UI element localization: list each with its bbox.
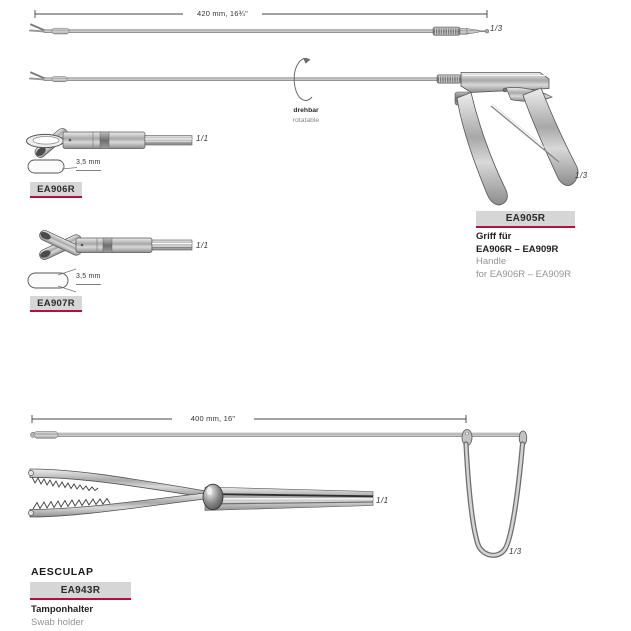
- swab-holder-jaw-drawing: [28, 469, 373, 517]
- shaft-tube: [58, 433, 524, 437]
- pivot-pin: [503, 88, 507, 92]
- jaw-tip-lower: [30, 79, 46, 80]
- shaft-collar: [52, 28, 69, 34]
- jaw-width-label-ea906r: 3,5 mm: [76, 159, 101, 166]
- shaft-tube: [44, 78, 438, 81]
- lower-jaw-tip: [28, 510, 33, 515]
- spoon-fenestration: [33, 137, 59, 145]
- jaw-body: [76, 238, 152, 253]
- ea943r-name-german: Tamponhalter: [31, 604, 94, 615]
- ea905r-desc-english-line2: for EA906R – EA909R: [476, 268, 572, 280]
- dimension-label-420mm: 420 mm, 16¾": [197, 8, 248, 18]
- shaft-collar: [52, 76, 67, 81]
- ea905r-desc-english-line1: Handle: [476, 256, 507, 267]
- stem: [152, 240, 192, 250]
- upper-arm: [30, 469, 206, 498]
- code-box-ea943r: EA943R: [30, 582, 131, 600]
- ea905r-desc-german-line2: EA906R – EA909R: [476, 243, 559, 255]
- scale-marker-swab-jaw: 1/1: [376, 496, 389, 505]
- upper-jaw-tip: [28, 470, 33, 475]
- jaw-tip-lower: [30, 31, 46, 32]
- brand-aesculap: AESCULAP: [31, 566, 94, 578]
- lower-arm: [30, 493, 205, 517]
- body-band: [103, 238, 112, 253]
- ea905r-desc-german-line1: Griff für: [476, 231, 512, 242]
- ea943r-name-english: Swab holder: [31, 617, 84, 628]
- tip-sleeve: [34, 431, 58, 438]
- handle-instrument-drawing: [30, 58, 578, 205]
- jaw-ea907r-drawing: [28, 229, 192, 292]
- hinge-hole: [466, 432, 469, 435]
- scale-marker-ea906r: 1/1: [196, 134, 209, 143]
- knurled-coupling: [433, 27, 460, 35]
- olive-highlight: [207, 487, 212, 495]
- code-box-ea906r: EA906R: [30, 182, 82, 198]
- hinge-pin: [69, 139, 72, 142]
- swab-holder-shaft-drawing: [30, 415, 526, 555]
- code-box-ea907r: EA907R: [30, 296, 82, 312]
- lever-grip: [457, 93, 507, 205]
- scale-marker-swab-handle: 1/3: [509, 547, 522, 556]
- tip-cone: [467, 29, 479, 34]
- coupling-neck: [460, 28, 467, 34]
- code-box-ea905r: EA905R: [476, 211, 575, 228]
- jaw-ea906r-drawing: [27, 126, 193, 173]
- profile-oval: [28, 160, 64, 173]
- scale-marker-handle: 1/3: [575, 171, 588, 180]
- rotation-caption-english: rotatable: [292, 117, 320, 124]
- shaft-tube: [44, 29, 434, 32]
- u-spring-handle: [466, 444, 523, 555]
- dimension-label-400mm: 400 mm, 16": [190, 413, 236, 423]
- olive-pivot: [203, 484, 223, 510]
- stem: [145, 136, 192, 146]
- body-band: [100, 132, 109, 149]
- profile-oval: [28, 273, 68, 288]
- scale-marker-ea907r: 1/1: [196, 241, 209, 250]
- scale-marker-top-shaft: 1/3: [490, 24, 503, 33]
- jaw-width-label-ea907r: 3,5 mm: [76, 273, 101, 280]
- rotation-caption: [275, 106, 337, 126]
- tip-ball: [485, 29, 489, 33]
- rotation-caption-german: drehbar: [293, 107, 319, 114]
- hinge-pin: [81, 244, 84, 247]
